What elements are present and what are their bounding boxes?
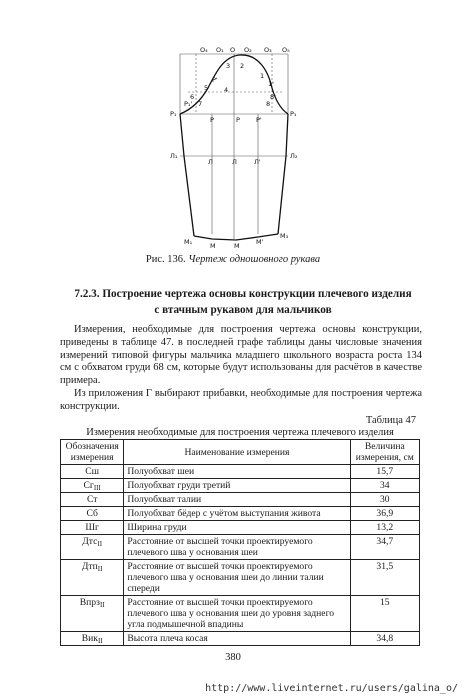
table-row [61, 632, 420, 646]
label-o5: O₅ [282, 46, 290, 54]
caption-prefix: Рис. 136. [145, 254, 186, 265]
cell-code: Дтс$_{II}$ [61, 535, 124, 560]
table-title: Измерения необходимые для построения чертежа плечевого изделия [86, 427, 394, 438]
label-m-center: M [234, 242, 240, 250]
table-body [61, 465, 420, 646]
cell-name: Расстояние от высшей точки проектируемого плечевого шва у основания шеи [124, 535, 350, 560]
cell-value: 15,7 [350, 465, 419, 479]
label-m: M [210, 242, 216, 250]
label-4: 4 [224, 86, 229, 94]
table-row [61, 507, 420, 521]
label-7: 7 [198, 100, 203, 108]
cell-code: Сб [61, 507, 124, 521]
cell-name: Расстояние от высшей точки проектируемого плечевого шва у основания шеи до уровня заднего угла подмышечной впадины [124, 596, 350, 632]
section-heading [60, 286, 426, 318]
cell-code: $Сг_{III}$ [61, 479, 124, 493]
label-pv: P' [212, 76, 218, 84]
table-number: Таблица 47 [365, 415, 416, 426]
label-l2: Л₂ [290, 152, 298, 160]
cell-name: Полуобхват груди третий [124, 479, 350, 493]
cell-code: Впрз$_{II}$ [61, 596, 124, 632]
label-2: 2 [240, 62, 245, 70]
cell-value: 31,5 [350, 560, 419, 596]
table-row [61, 493, 420, 507]
caption-title: Чертеж одношовного рукава [188, 254, 321, 265]
sleeve-pattern-svg [160, 44, 310, 254]
cell-name: Полуобхват талии [124, 493, 350, 507]
cell-value: 34,8 [350, 632, 419, 646]
paragraph-allowances: Из приложения Г выбирают прибавки, необходимые для построения чертежа конструкции. [60, 388, 422, 412]
cell-code: Дтп$_{II}$ [61, 560, 124, 596]
cell-name: Расстояние от высшей точки проектируемого плечевого шва у основания шеи до линии талии спереди [124, 560, 350, 596]
label-o3: O₃ [264, 46, 272, 54]
label-1: 1 [260, 72, 265, 80]
label-5: 5 [204, 84, 209, 92]
label-l1: Л₁ [170, 152, 178, 160]
label-p-center: P [236, 116, 240, 124]
header-name: Наименование измерения [124, 440, 350, 465]
sleeve-drawing [160, 44, 310, 254]
heading-line-1: 7.2.3. Построение чертежа основы конструкции плечевого изделия [74, 288, 412, 300]
header-designation: Обозначения измерения [61, 440, 124, 465]
label-m1: M₁ [184, 238, 193, 246]
page-number: 380 [225, 652, 241, 663]
label-o4: O₄ [200, 46, 208, 54]
cell-name: Полуобхват шеи [124, 465, 350, 479]
cell-code: Вик$_{II}$ [61, 632, 124, 646]
cell-name: Ширина груди [124, 521, 350, 535]
label-l-center: Л [232, 158, 237, 166]
cell-name: Полуобхват бёдер с учётом выступания живота [124, 507, 350, 521]
cell-value: 15 [350, 596, 419, 632]
cell-value: 34,7 [350, 535, 419, 560]
cell-code: Ст [61, 493, 124, 507]
heading-line-2: с втачным рукавом для мальчиков [154, 304, 332, 316]
label-1p: 1' [268, 80, 274, 88]
table-row [61, 521, 420, 535]
table-row [61, 560, 420, 596]
label-m3: M₃ [280, 232, 289, 240]
cell-value: 13,2 [350, 521, 419, 535]
figure-caption [0, 254, 466, 265]
table-row [61, 596, 420, 632]
header-value: Величина измерения, см [350, 440, 419, 465]
cell-value: 30 [350, 493, 419, 507]
table-row [61, 535, 420, 560]
cell-code: Шг [61, 521, 124, 535]
label-3: 3 [226, 62, 231, 70]
label-l: Л [208, 158, 213, 166]
table-header-row [61, 440, 420, 465]
label-p-right: P' [256, 116, 262, 124]
label-mp: M' [256, 238, 264, 246]
label-8: 8 [266, 100, 271, 108]
label-p1-left: P₁ [170, 110, 177, 118]
label-lp: Л' [254, 158, 261, 166]
label-o: O [230, 46, 236, 54]
watermark-url: http://www.liveinternet.ru/users/galina_o/ [205, 683, 458, 694]
table-row [61, 465, 420, 479]
label-6: 6 [190, 93, 195, 101]
label-p-left: P [210, 116, 214, 124]
label-p1p: P₁' [184, 100, 193, 108]
cell-code: Сш [61, 465, 124, 479]
label-o1: O₁ [216, 46, 224, 54]
cell-name: Высота плеча косая [124, 632, 350, 646]
measurements-table [60, 439, 420, 646]
cell-value: 36,9 [350, 507, 419, 521]
label-8p: 8' [270, 93, 276, 101]
table-row [61, 479, 420, 493]
label-o2: O₂ [244, 46, 252, 54]
paragraph-measurements: Измерения, необходимые для построения чертежа основы конструкции, приведены в таблице 47. в последней графе таблицы даны числовые значения измерений типовой фигуры мальчика младшего школьного возраста роста 134 см с обхватом груди 68 см, которые будут использованы для расчётов в качестве примера. [60, 324, 422, 387]
cell-value: 34 [350, 479, 419, 493]
label-p1-right: P₁ [290, 110, 297, 118]
